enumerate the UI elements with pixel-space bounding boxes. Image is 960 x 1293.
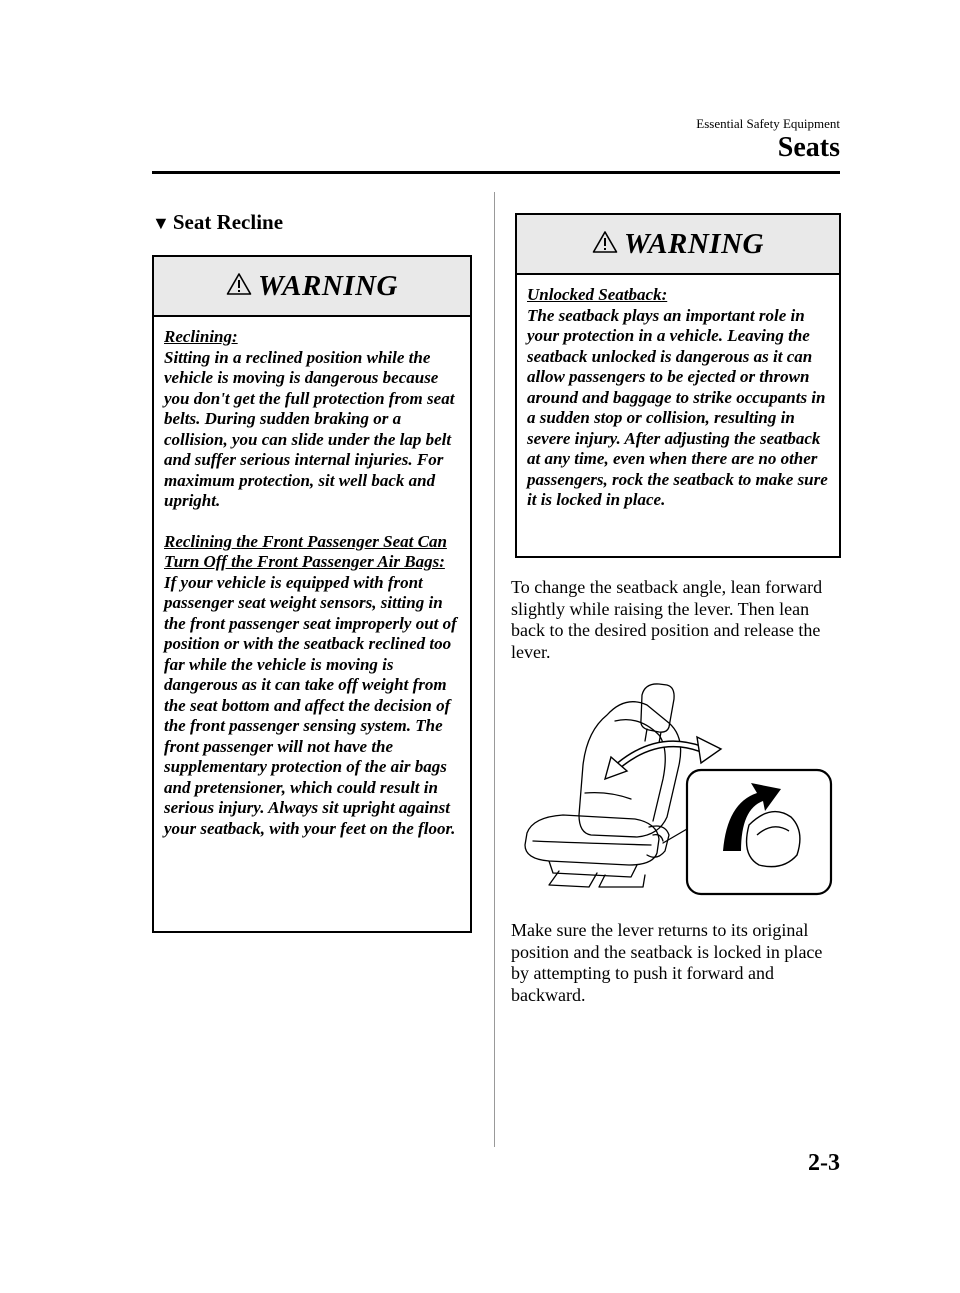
warning-box-reclining [152,255,472,933]
header-rule [152,171,840,174]
warning-title: WARNING [258,269,398,302]
warning-text: Sitting in a reclined position while the vehicle is moving is dangerous because you don't get the full protection from seat belts. During sudden braking or a collision, you can slide under the lap belt and suffer serious internal injuries. For maximum protection, sit well back and upright. [164,347,455,510]
section-heading-text: Seat Recline [172,210,284,234]
instruction-paragraph: Make sure the lever returns to its original position and the seatback is locked in place by attempting to push it forward and backward. [511,920,823,1005]
column-divider [494,192,495,1147]
warning-body [517,275,839,521]
page-number: 2-3 [808,1150,840,1176]
instruction-paragraph: To change the seatback angle, lean forward slightly while raising the lever. Then lean back to the desired position and release the lever. [511,577,823,662]
warning-text: The seatback plays an important role in your protection in a vehicle. Leaving the seatback unlocked is dangerous as it can allow passengers to be ejected or thrown around and baggage to strike occupants in a sudden stop or collision, resulting in severe injury. After adjusting the seatback at any time, even when there are no other passengers, rock the seatback to make sure it is locked in place. [527,305,828,509]
warning-title: WARNING [624,227,764,260]
seat-recline-illustration [519,675,837,900]
warning-triangle-icon [592,230,618,254]
warning-header [517,215,839,275]
warning-subheading: Unlocked Seatback: [527,285,668,304]
warning-triangle-icon [226,272,252,296]
header-section-label: Essential Safety Equipment [696,116,840,131]
warning-subheading: Reclining the Front Passenger Seat Can Turn Off the Front Passenger Air Bags: [164,531,447,571]
warning-body [154,317,470,849]
warning-header [154,257,470,317]
page-title: Seats [777,132,840,163]
warning-subheading: Reclining: [164,327,238,346]
warning-box-unlocked-seatback [515,213,841,558]
warning-text: If your vehicle is equipped with front passenger seat weight sensors, sitting in the front passenger seat improperly out of position or with the seatback reclined too far while the vehicle is moving is dangerous as it can take off weight from the seat bottom and affect the decision of the front passenger sensing system. The front passenger will not have the supplementary protection of the air bags and pretensioner, which could result in serious injury. Always sit upright against your seatback, with your feet on the floor. [164,572,457,838]
section-heading [152,210,283,235]
triangle-marker-icon: ▼ [152,213,170,233]
